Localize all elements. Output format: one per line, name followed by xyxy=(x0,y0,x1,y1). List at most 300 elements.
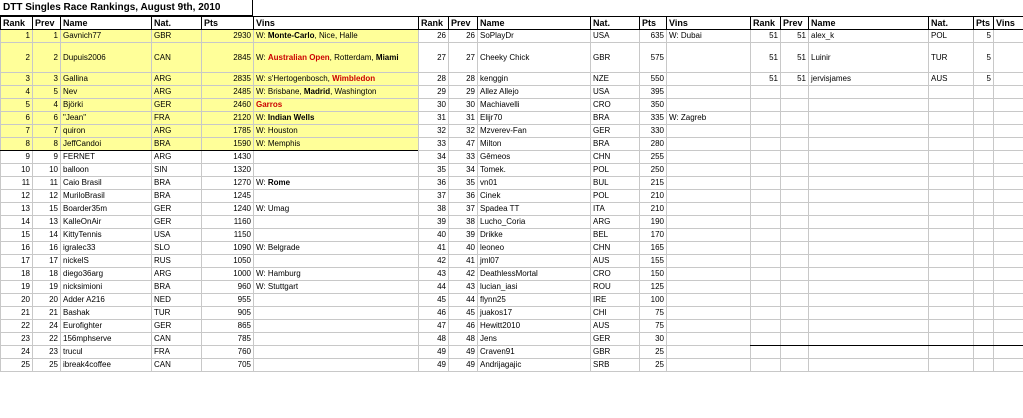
nat-cell: GER xyxy=(152,203,202,216)
table-row xyxy=(419,268,751,281)
table-row xyxy=(751,203,1023,216)
name-cell: KittyTennis xyxy=(61,229,152,242)
name-cell: nicksimioni xyxy=(61,281,152,294)
empty-cell xyxy=(751,359,781,372)
pts-cell: 190 xyxy=(640,216,667,229)
wins-cell xyxy=(667,99,751,112)
rank-cell: 21 xyxy=(1,307,33,320)
table-row xyxy=(1,203,419,216)
wins-cell xyxy=(667,307,751,320)
header-rank: Rank xyxy=(419,17,449,30)
pts-cell: 635 xyxy=(640,30,667,43)
empty-cell xyxy=(994,164,1023,177)
wins-segment: W: xyxy=(256,52,268,62)
empty-cell xyxy=(809,151,929,164)
rank-cell: 26 xyxy=(419,30,449,43)
wins-cell xyxy=(254,125,419,138)
rank-cell: 9 xyxy=(1,151,33,164)
prev-cell: 40 xyxy=(449,242,478,255)
pts-cell: 1240 xyxy=(202,203,254,216)
rank-cell: 48 xyxy=(419,333,449,346)
prev-cell: 51 xyxy=(781,73,809,86)
empty-cell xyxy=(929,138,974,151)
nat-cell: CRO xyxy=(591,268,640,281)
pts-cell: 1050 xyxy=(202,255,254,268)
rank-cell: 20 xyxy=(1,294,33,307)
pts-cell: 905 xyxy=(202,307,254,320)
empty-cell xyxy=(781,99,809,112)
rank-cell: 12 xyxy=(1,190,33,203)
pts-cell: 75 xyxy=(640,307,667,320)
nat-cell: POL xyxy=(591,190,640,203)
pts-cell: 75 xyxy=(640,320,667,333)
table-row xyxy=(751,112,1023,125)
rank-cell: 49 xyxy=(419,346,449,359)
name-cell: Cheeky Chick xyxy=(478,43,591,73)
prev-cell: 10 xyxy=(33,164,61,177)
empty-cell xyxy=(974,151,994,164)
nat-cell: USA xyxy=(591,86,640,99)
wins-cell xyxy=(254,346,419,359)
prev-cell: 36 xyxy=(449,190,478,203)
table-row xyxy=(751,294,1023,307)
header-row xyxy=(419,17,751,30)
empty-cell xyxy=(809,190,929,203)
name-cell: Luinir xyxy=(809,43,929,73)
pts-cell: 5 xyxy=(974,43,994,73)
prev-cell: 19 xyxy=(33,281,61,294)
prev-cell: 26 xyxy=(449,30,478,43)
prev-cell: 29 xyxy=(449,86,478,99)
table-row xyxy=(1,125,419,138)
wins-cell xyxy=(254,73,419,86)
name-cell: JeffCandoi xyxy=(61,138,152,151)
wins-cell xyxy=(667,294,751,307)
header-wins: Vins xyxy=(994,17,1023,30)
table-row xyxy=(1,164,419,177)
prev-cell: 38 xyxy=(449,216,478,229)
table-row xyxy=(751,30,1023,43)
nat-cell: ROU xyxy=(591,281,640,294)
prev-cell: 8 xyxy=(33,138,61,151)
prev-cell: 49 xyxy=(449,359,478,372)
prev-cell: 11 xyxy=(33,177,61,190)
table-row xyxy=(751,151,1023,164)
prev-cell: 34 xyxy=(449,164,478,177)
prev-cell: 23 xyxy=(33,346,61,359)
nat-cell: SRB xyxy=(591,359,640,372)
rank-cell: 1 xyxy=(1,30,33,43)
wins-segment: W: xyxy=(256,31,268,40)
header-prev: Prev xyxy=(33,17,61,30)
pts-cell: 150 xyxy=(640,268,667,281)
table-row xyxy=(419,138,751,151)
nat-cell: GBR xyxy=(591,346,640,359)
pts-cell: 215 xyxy=(640,177,667,190)
wins-segment: W: s'Hertogenbosch, xyxy=(256,74,333,83)
empty-cell xyxy=(994,112,1023,125)
rank-cell: 18 xyxy=(1,268,33,281)
name-cell: KalleOnAir xyxy=(61,216,152,229)
name-cell: Björki xyxy=(61,99,152,112)
wins-cell xyxy=(254,242,419,255)
pts-cell: 1090 xyxy=(202,242,254,255)
table-row xyxy=(1,255,419,268)
empty-cell xyxy=(781,86,809,99)
empty-cell xyxy=(974,333,994,346)
name-cell: Eurofighter xyxy=(61,320,152,333)
prev-cell: 18 xyxy=(33,268,61,281)
empty-cell xyxy=(809,268,929,281)
pts-cell: 760 xyxy=(202,346,254,359)
wins-cell xyxy=(254,43,419,73)
wins-cell xyxy=(254,229,419,242)
empty-cell xyxy=(994,307,1023,320)
empty-cell xyxy=(929,203,974,216)
empty-cell xyxy=(781,294,809,307)
wins-cell xyxy=(994,30,1023,43)
wins-cell xyxy=(254,294,419,307)
rank-cell: 5 xyxy=(1,99,33,112)
prev-cell: 20 xyxy=(33,294,61,307)
table-row xyxy=(751,242,1023,255)
name-cell: alex_k xyxy=(809,30,929,43)
prev-cell: 22 xyxy=(33,333,61,346)
wins-cell xyxy=(667,190,751,203)
wins-segment: W: xyxy=(256,178,268,187)
empty-cell xyxy=(809,307,929,320)
wins-cell xyxy=(667,125,751,138)
table-row xyxy=(419,177,751,190)
wins-cell xyxy=(667,177,751,190)
table-row xyxy=(419,43,751,73)
empty-cell xyxy=(781,359,809,372)
prev-cell: 5 xyxy=(33,86,61,99)
empty-cell xyxy=(781,281,809,294)
empty-cell xyxy=(809,112,929,125)
empty-cell xyxy=(781,190,809,203)
name-cell: Caio Brasil xyxy=(61,177,152,190)
wins-segment: Wimbledon xyxy=(332,74,376,83)
rank-cell: 37 xyxy=(419,190,449,203)
header-prev: Prev xyxy=(449,17,478,30)
prev-cell: 2 xyxy=(33,43,61,73)
table-row xyxy=(419,216,751,229)
nat-cell: POL xyxy=(929,30,974,43)
pts-cell: 705 xyxy=(202,359,254,372)
empty-cell xyxy=(974,255,994,268)
empty-cell xyxy=(994,255,1023,268)
name-cell: Mzverev-Fan xyxy=(478,125,591,138)
table-row xyxy=(419,164,751,177)
rank-cell: 38 xyxy=(419,203,449,216)
wins-segment: Monte-Carlo xyxy=(267,31,315,40)
empty-cell xyxy=(929,164,974,177)
wins-cell xyxy=(254,30,419,43)
empty-cell xyxy=(929,359,974,372)
nat-cell: BRA xyxy=(591,112,640,125)
pts-cell: 1150 xyxy=(202,229,254,242)
empty-cell xyxy=(751,281,781,294)
name-cell: Boarder35m xyxy=(61,203,152,216)
header-row xyxy=(1,17,419,30)
wins-cell xyxy=(667,281,751,294)
pts-cell: 2835 xyxy=(202,73,254,86)
wins-cell xyxy=(254,268,419,281)
pts-cell: 5 xyxy=(974,30,994,43)
nat-cell: GER xyxy=(152,320,202,333)
name-cell: Gêmeos xyxy=(478,151,591,164)
empty-cell xyxy=(809,99,929,112)
wins-cell xyxy=(254,177,419,190)
empty-cell xyxy=(809,242,929,255)
name-cell: Gallina xyxy=(61,73,152,86)
empty-cell xyxy=(994,99,1023,112)
table-row xyxy=(419,125,751,138)
pts-cell: 330 xyxy=(640,125,667,138)
header-row xyxy=(751,17,1023,30)
rank-cell: 3 xyxy=(1,73,33,86)
pts-cell: 30 xyxy=(640,333,667,346)
rank-cell: 47 xyxy=(419,320,449,333)
table-row xyxy=(751,177,1023,190)
table-row xyxy=(419,281,751,294)
empty-cell xyxy=(781,255,809,268)
table-row xyxy=(751,346,1023,359)
prev-cell: 35 xyxy=(449,177,478,190)
empty-cell xyxy=(994,229,1023,242)
empty-cell xyxy=(994,125,1023,138)
rank-cell: 4 xyxy=(1,86,33,99)
empty-cell xyxy=(929,216,974,229)
pts-cell: 575 xyxy=(640,43,667,73)
empty-cell xyxy=(751,216,781,229)
prev-cell: 1 xyxy=(33,30,61,43)
prev-cell: 41 xyxy=(449,255,478,268)
table-row xyxy=(419,359,751,372)
name-cell: Machiavelli xyxy=(478,99,591,112)
name-cell: 156mphserve xyxy=(61,333,152,346)
name-cell: kenggin xyxy=(478,73,591,86)
prev-cell: 43 xyxy=(449,281,478,294)
nat-cell: ARG xyxy=(152,151,202,164)
wins-cell xyxy=(254,255,419,268)
rank-cell: 49 xyxy=(419,359,449,372)
nat-cell: CAN xyxy=(152,333,202,346)
nat-cell: GER xyxy=(152,99,202,112)
empty-cell xyxy=(751,255,781,268)
nat-cell: ARG xyxy=(591,216,640,229)
name-cell: juakos17 xyxy=(478,307,591,320)
name-cell: jervisjames xyxy=(809,73,929,86)
wins-segment: , Rotterdam, xyxy=(329,52,376,62)
nat-cell: USA xyxy=(152,229,202,242)
empty-cell xyxy=(974,203,994,216)
wins-cell xyxy=(994,73,1023,86)
header-pts: Pts xyxy=(202,17,254,30)
empty-cell xyxy=(751,177,781,190)
nat-cell: GER xyxy=(591,125,640,138)
pts-cell: 170 xyxy=(640,229,667,242)
name-cell: MuriloBrasil xyxy=(61,190,152,203)
empty-cell xyxy=(781,125,809,138)
table-row xyxy=(419,190,751,203)
pts-cell: 2845 xyxy=(202,43,254,73)
empty-cell xyxy=(751,99,781,112)
table-row xyxy=(751,359,1023,372)
rank-cell: 39 xyxy=(419,216,449,229)
empty-cell xyxy=(974,281,994,294)
empty-cell xyxy=(781,177,809,190)
table-row xyxy=(1,359,419,372)
empty-cell xyxy=(809,125,929,138)
pts-cell: 335 xyxy=(640,112,667,125)
nat-cell: SIN xyxy=(152,164,202,177)
empty-cell xyxy=(751,307,781,320)
prev-cell: 31 xyxy=(449,112,478,125)
table-row xyxy=(1,190,419,203)
nat-cell: IRE xyxy=(591,294,640,307)
empty-cell xyxy=(781,151,809,164)
pts-cell: 785 xyxy=(202,333,254,346)
rankings-table-1 xyxy=(0,16,419,372)
wins-segment: , Nice, Halle xyxy=(314,31,358,40)
prev-cell: 21 xyxy=(33,307,61,320)
table-row xyxy=(419,242,751,255)
wins-cell xyxy=(254,164,419,177)
empty-cell xyxy=(929,320,974,333)
header-rank: Rank xyxy=(751,17,781,30)
name-cell: SoPlayDr xyxy=(478,30,591,43)
empty-cell xyxy=(974,242,994,255)
table-row xyxy=(1,307,419,320)
wins-cell xyxy=(667,43,751,73)
empty-cell xyxy=(809,164,929,177)
nat-cell: AUS xyxy=(591,320,640,333)
empty-cell xyxy=(994,281,1023,294)
table-row xyxy=(419,255,751,268)
rank-cell: 15 xyxy=(1,229,33,242)
name-cell: Nev xyxy=(61,86,152,99)
wins-segment: W: xyxy=(256,113,268,122)
empty-cell xyxy=(994,203,1023,216)
wins-cell xyxy=(254,86,419,99)
wins-cell xyxy=(667,203,751,216)
name-cell: jml07 xyxy=(478,255,591,268)
rank-cell: 45 xyxy=(419,294,449,307)
rank-cell: 32 xyxy=(419,125,449,138)
wins-cell xyxy=(994,43,1023,73)
nat-cell: GBR xyxy=(591,43,640,73)
nat-cell: CHI xyxy=(591,307,640,320)
pts-cell: 1245 xyxy=(202,190,254,203)
table-row xyxy=(1,112,419,125)
table-row xyxy=(1,229,419,242)
nat-cell: ARG xyxy=(152,125,202,138)
pts-cell: 550 xyxy=(640,73,667,86)
empty-cell xyxy=(809,333,929,346)
prev-cell: 39 xyxy=(449,229,478,242)
empty-cell xyxy=(809,229,929,242)
name-cell: Spadea TT xyxy=(478,203,591,216)
rank-cell: 25 xyxy=(1,359,33,372)
name-cell: Milton xyxy=(478,138,591,151)
empty-cell xyxy=(751,242,781,255)
wins-cell xyxy=(667,151,751,164)
pts-cell: 1160 xyxy=(202,216,254,229)
pts-cell: 100 xyxy=(640,294,667,307)
wins-cell xyxy=(254,320,419,333)
name-cell: Craven91 xyxy=(478,346,591,359)
empty-cell xyxy=(809,203,929,216)
wins-segment: W: Brisbane, xyxy=(256,87,304,96)
header-prev: Prev xyxy=(781,17,809,30)
table-row xyxy=(751,216,1023,229)
empty-cell xyxy=(974,229,994,242)
empty-cell xyxy=(929,86,974,99)
wins-cell xyxy=(667,346,751,359)
nat-cell: ARG xyxy=(152,268,202,281)
table-row xyxy=(1,99,419,112)
table-row xyxy=(419,333,751,346)
name-cell: vn01 xyxy=(478,177,591,190)
empty-cell xyxy=(809,320,929,333)
table-row xyxy=(1,294,419,307)
pts-cell: 280 xyxy=(640,138,667,151)
rank-cell: 11 xyxy=(1,177,33,190)
wins-segment: Garros xyxy=(256,100,283,109)
empty-cell xyxy=(781,320,809,333)
nat-cell: CAN xyxy=(152,359,202,372)
empty-cell xyxy=(974,216,994,229)
name-cell: lucian_iasi xyxy=(478,281,591,294)
rank-cell: 30 xyxy=(419,99,449,112)
name-cell: "Jean" xyxy=(61,112,152,125)
name-cell: diego36arg xyxy=(61,268,152,281)
wins-segment: Madrid xyxy=(303,87,331,96)
nat-cell: AUS xyxy=(929,73,974,86)
wins-cell xyxy=(254,99,419,112)
empty-cell xyxy=(751,294,781,307)
rank-cell: 14 xyxy=(1,216,33,229)
pts-cell: 955 xyxy=(202,294,254,307)
name-cell: Jens xyxy=(478,333,591,346)
table-row xyxy=(1,346,419,359)
name-cell: trucul xyxy=(61,346,152,359)
prev-cell: 6 xyxy=(33,112,61,125)
nat-cell: FRA xyxy=(152,346,202,359)
pts-cell: 125 xyxy=(640,281,667,294)
header-name: Name xyxy=(61,17,152,30)
wins-segment: W: Hamburg xyxy=(256,269,301,278)
wins-cell xyxy=(667,229,751,242)
nat-cell: RUS xyxy=(152,255,202,268)
table-row xyxy=(419,30,751,43)
nat-cell: CHN xyxy=(591,242,640,255)
name-cell: flynn25 xyxy=(478,294,591,307)
rank-cell: 46 xyxy=(419,307,449,320)
name-cell: quiron xyxy=(61,125,152,138)
empty-cell xyxy=(929,125,974,138)
prev-cell: 51 xyxy=(781,43,809,73)
table-row xyxy=(751,86,1023,99)
pts-cell: 155 xyxy=(640,255,667,268)
table-row xyxy=(1,268,419,281)
name-cell: balloon xyxy=(61,164,152,177)
empty-cell xyxy=(994,177,1023,190)
wins-cell xyxy=(667,359,751,372)
header-pts: Pts xyxy=(974,17,994,30)
